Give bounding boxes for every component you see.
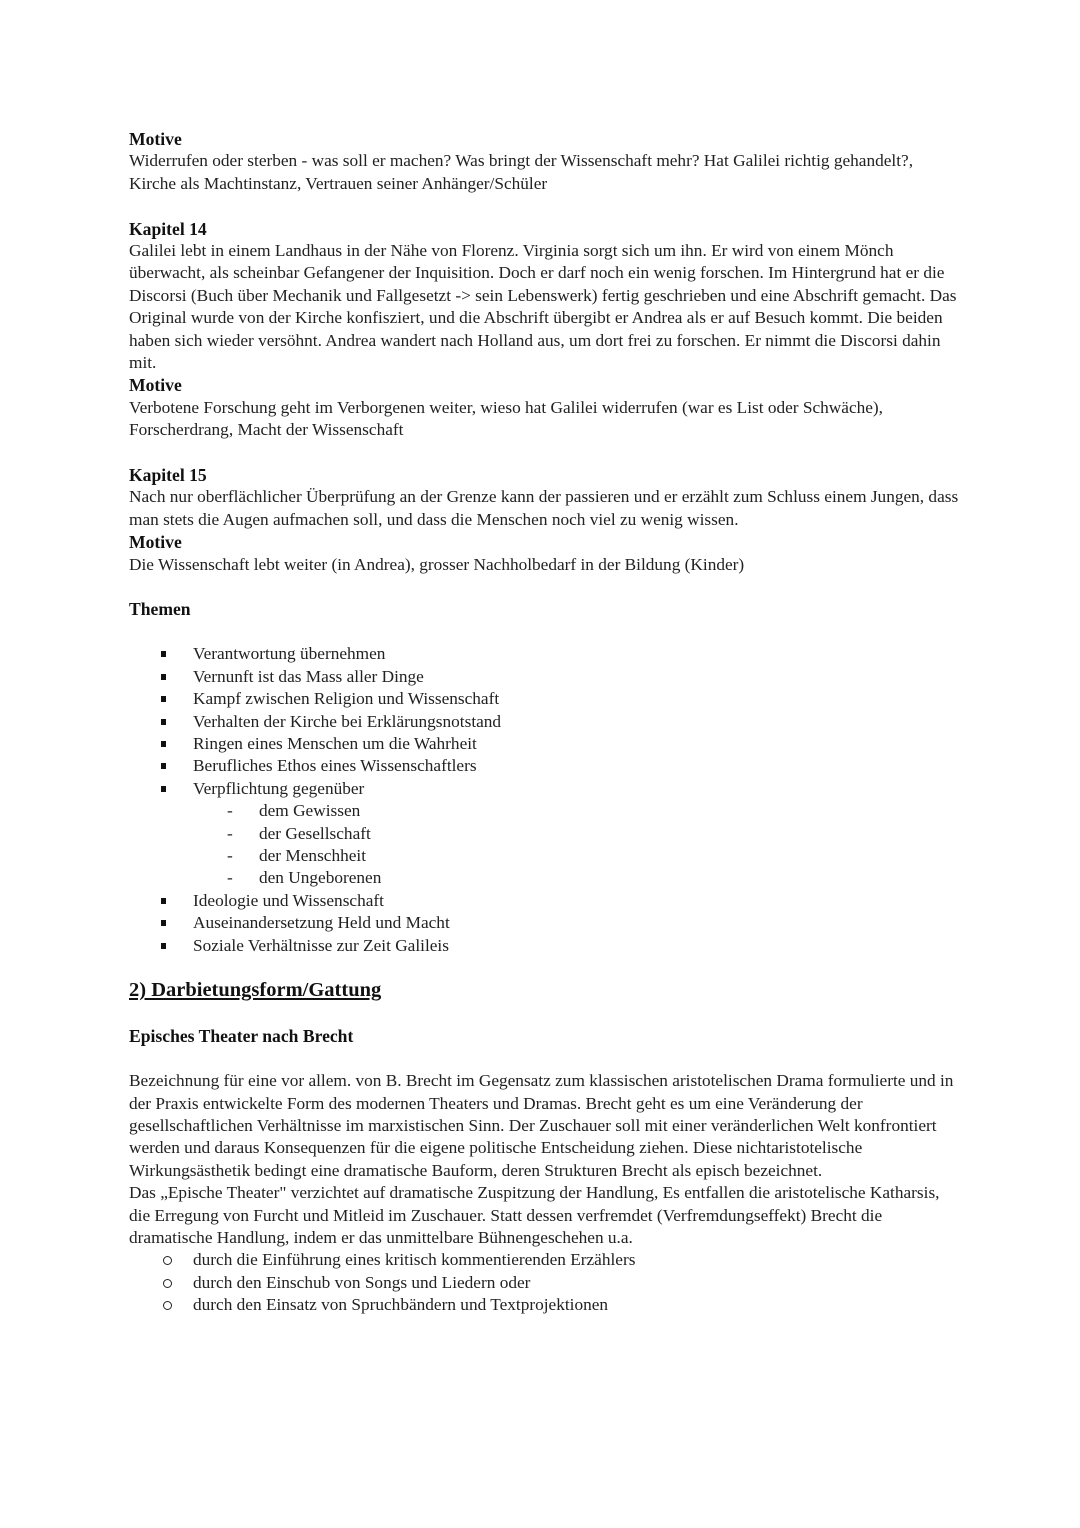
themen-item: Soziale Verhältnisse zur Zeit Galileis (129, 935, 959, 957)
square-bullet-icon (161, 943, 166, 949)
square-bullet-icon (161, 920, 166, 926)
square-bullet-icon (161, 898, 166, 904)
themen-item: Ringen eines Menschen um die Wahrheit (129, 733, 959, 755)
verfremdung-list (129, 1249, 959, 1316)
verfremdung-item: durch den Einschub von Songs und Liedern oder (129, 1272, 959, 1294)
kapitel-15-motive-text: Die Wissenschaft lebt weiter (in Andrea), grosser Nachholbedarf in der Bildung (Kinder) (129, 554, 745, 574)
themen-sub-list (129, 800, 959, 890)
dash-bullet-icon: - (227, 845, 233, 865)
themen-item: Ideologie und Wissenschaft (129, 890, 959, 912)
section-2-heading: 2) Darbietungsform/Gattung (129, 978, 382, 1001)
themen-item: Vernunft ist das Mass aller Dinge (129, 666, 959, 688)
themen-sub-item: - den Ungeborenen (129, 867, 959, 889)
themen-heading: Themen (129, 599, 191, 620)
kapitel-15-heading: Kapitel 15 (129, 465, 207, 486)
kapitel-15-motive-heading: Motive (129, 532, 182, 553)
kapitel-15-text: Nach nur oberflächlicher Überprüfung an der Grenze kann der passieren und er erzählt zum Schluss einem Jungen, dass man stets die Augen aufmachen soll, und dass die Menschen noch viel zu wenig wissen. (129, 487, 959, 529)
square-bullet-icon (161, 719, 166, 725)
kapitel-14-motive-text: Verbotene Forschung geht im Verborgenen weiter, wieso hat Galilei widerrufen (war es List oder Schwäche), Forscherdrang, Macht der Wissenschaft (129, 397, 884, 440)
kapitel-14-heading: Kapitel 14 (129, 218, 207, 239)
square-bullet-icon (161, 651, 166, 657)
square-bullet-icon (161, 763, 166, 769)
document-page (129, 128, 959, 1317)
themen-item: Berufliches Ethos eines Wissenschaftlers (129, 755, 959, 777)
circle-bullet-icon (163, 1301, 172, 1310)
kapitel-14-text: Galilei lebt in einem Landhaus in der Nähe von Florenz. Virginia sorgt sich um ihn. Er wird von einem Mönch überwacht, als scheinbar Gefangener der Inquisition. Doch er darf noch ein wenig forschen. Im Hintergrund hat er die Discorsi (Buch über Mechanik und Fallgesetzt -> sein Lebenswerk) fertig geschrieben und eine Abschrift gemacht. Das Original wurde von der Kirche konfisziert, und die Abschrift übergibt er Andrea als er auf Besuch kommt. Die beiden haben sich wieder versöhnt. Andrea wandert nach Holland aus, um dort frei zu forschen. Er nimmt die Discorsi dahin mit. (129, 241, 957, 373)
square-bullet-icon (161, 696, 166, 702)
themen-item: Auseinandersetzung Held und Macht (129, 912, 959, 934)
square-bullet-icon (161, 741, 166, 747)
themen-sub-item: - der Menschheit (129, 845, 959, 867)
episches-theater-paragraph-2: Das „Epische Theater" verzichtet auf dramatische Zuspitzung der Handlung, Es entfallen die aristotelische Katharsis, die Erregung von Furcht und Mitleid im Zuschauer. Statt dessen verfremdet (Verfremdungseffekt) Brecht die dramatische Handlung, indem er das unmittelbare Bühnengeschehen u.a. (129, 1183, 940, 1247)
dash-bullet-icon: - (227, 868, 233, 888)
square-bullet-icon (161, 786, 166, 792)
themen-list-continued (129, 890, 959, 957)
verfremdung-item: durch die Einführung eines kritisch kommentierenden Erzählers (129, 1249, 959, 1271)
themen-item: Verhalten der Kirche bei Erklärungsnotstand (129, 711, 959, 733)
themen-sub-item: - der Gesellschaft (129, 823, 959, 845)
themen-item: Verantwortung übernehmen (129, 643, 959, 665)
motive-heading: Motive (129, 129, 182, 149)
episches-theater-heading: Episches Theater nach Brecht (129, 1026, 354, 1047)
motive-text: Widerrufen oder sterben - was soll er machen? Was bringt der Wissenschaft mehr? Hat Galilei richtig gehandelt?, Kirche als Machtinstanz, Vertrauen seiner Anhänger/Schüler (129, 151, 914, 193)
circle-bullet-icon (163, 1279, 172, 1288)
square-bullet-icon (161, 674, 166, 680)
themen-item: Kampf zwischen Religion und Wissenschaft (129, 688, 959, 710)
themen-item: Verpflichtung gegenüber (129, 778, 959, 800)
dash-bullet-icon: - (227, 801, 233, 821)
episches-theater-paragraph-1: Bezeichnung für eine vor allem. von B. Brecht im Gegensatz zum klassischen aristotelischen Drama formulierte und in der Praxis entwickelte Form des modernen Theaters und Dramas. Brecht geht es um eine Veränderung der gesellschaftlichen Verhältnisse im marxistischen Sinn. Der Zuschauer soll mit einer veränderlichen Welt konfrontiert werden und daraus Konsequenzen für die eigene politische Entscheidung ziehen. Diese nichtaristotelische Wirkungsästhetik bedingt eine dramatische Bauform, deren Strukturen Brecht als episch bezeichnet. (129, 1071, 954, 1180)
verfremdung-item: durch den Einsatz von Spruchbändern und Textprojektionen (129, 1294, 959, 1316)
kapitel-14-motive-heading: Motive (129, 375, 182, 396)
themen-sub-item: - dem Gewissen (129, 800, 959, 822)
dash-bullet-icon: - (227, 823, 233, 843)
circle-bullet-icon (163, 1256, 172, 1265)
themen-list (129, 643, 959, 800)
